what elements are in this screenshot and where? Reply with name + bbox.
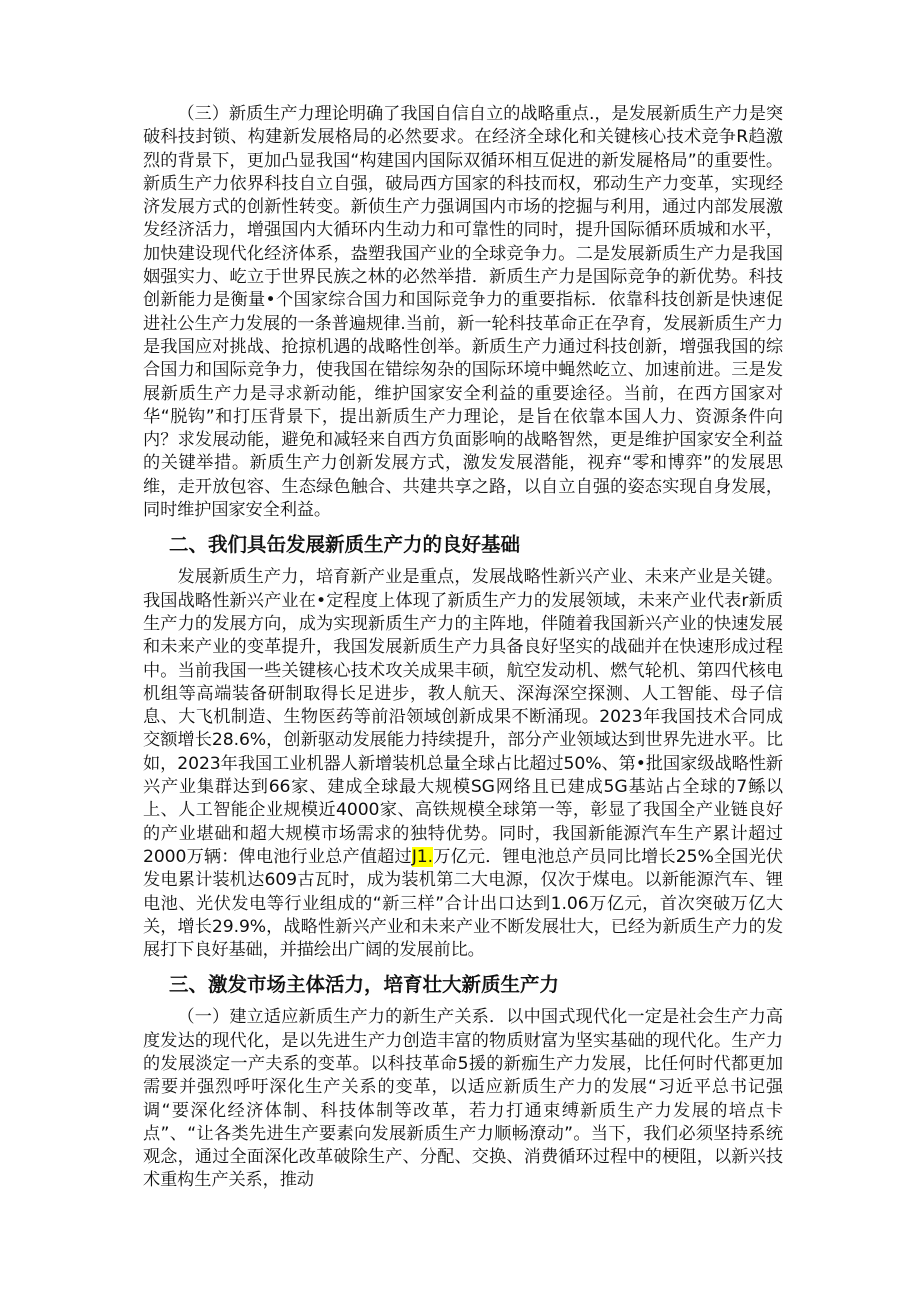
paragraph-text: 万亿元．锂电池总产员同比增长25%全国光伏发电累计装机达609古瓦时，成为装机第二大电源，仅次于煤电。以新能源汽车、锂电池、光伏发电等行业组成的“新三样”合计出口达到1.06万亿元，首次突破万亿大关，增长29.9%，战略性新兴产业和未来产业不断发展壮大，已经为新质生产力的发展打下良好基础，并描绘出广阔的发展前比。 <box>143 846 784 961</box>
document-body <box>143 103 783 1193</box>
paragraph-section-3-1: （一）建立适应新质生产力的新生产关系．以中国式现代化一定是社会生产力高度发达的现代化，是以先进生产力创造丰富的物质财富为坚实基础的现代化。生产力的发展淡定一产夫系的变革。以科技革命5援的新痂生产力发展，比任何时代都更加需要并强烈呼吁深化生产关系的变革，以适应新质生产力的发展“习近平总书记强调“要深化经济体制、科技体制等改革，若力打通束缚新质生产力发展的培点卡点”、“让各类先进生产要素向发展新质生产力顺畅潦动”。当下，我们必须坚持系统观念，通过全面深化改革破除生产、分配、交换、消费循环过程中的梗阻，以新兴技术重构生产关系，推动 <box>143 1007 783 1191</box>
spacer <box>143 522 783 530</box>
paragraph-section-1-3: （三）新质生产力理论明确了我国自信自立的战略重点.，是发展新质生产力是突破科技封锁、构建新发展格局的必然要求。在经济全球化和关键核心技术竞争R趋激烈的背景下，更加凸显我国“构建国内国际双循环相互促进的新发屣格局”的重要性。新质生产力依界科技自立自强，破局西方国家的科技而权，邪动生产力变革，实现经济发展方式的创新性转变。新侦生产力强调国内市场的挖掘与利用，通过内部发展激发经济活力，增强国内大循环内生动力和可靠性的同时，提升国际循环质城和水平，加快建设现代化经济体系，盎塑我国产业的全球竞争力。二是发展新质生产力是我国姻强实力、屹立于世界民族之林的必然举措．新质生产力是国际竞争的新优势。科技创新能力是衡量•个国家综合国力和国际竞争力的重要指标．依靠科技创新是快速促进社公生产力发展的一条普遍规律.当前，新一轮科技革命正在孕育，发展新质生产力是我国应对挑战、抢掠机遇的战略性创举。新质生产力通过科技创新，增强我国的综合国力和国际竞争力，使我国在错综匆杂的国际环境中蝇然屹立、加速前进。三是发展新质生产力是寻求新动能，维护国家安全利益的重要途径。当前，在西方国家对华“脱钩”和打压背景下，提出新质生产力理论，是旨在依靠本国人力、资源条件向内？求发展动能，避免和减轻来自西方负面影响的战略智然，更是维护国家安全利益的关键举措。新质生产力创新发展方式，激发发展潜能，视弃“零和博弈”的发展思维，走开放包容、生态绿色触合、共建共享之路，以自立自强的姿态实现自身发展，同时维护国家安全利益。 <box>143 104 783 521</box>
paragraph-text: 发展新质生产力，培育新产业是重点，发展战略性新兴产业、未来产业是关键。我国战略性新兴产业在•定程度上体现了新质生产力的发展领域，未来产业代表r新质生产力的发展方向，成为实现新质生产力的主阵地，伴随着我国新兴产业的快速发展和未来产业的变革提升，我国发展新质生产力具备良好坚实的战础并在快速形成过程中。当前我国一些关键核心技术攻关成果丰硕，航空发动机、燃气轮机、第四代核电机组等高端装备研制取得长足进步，教人航天、深海深空探测、人工智能、母子信息、大飞机制造、生物医药等前沿领域创新成果不断涌现。2023年我国技术合同成交额增长28.6%，创新驱动发展能力持续提升，部分产业领域达到世界先进水平。比如，2023年我国工业机器人新增装机总量全球占比超过50%、第•批国家级战略性新兴产业集群达到66家、建成全球最大规模SG网络且已建成5G基站占全球的7鲧以上、人工智能企业规模近4000家、高铁规模全球第一等，彰显了我国全产业链良好的产业堪础和超大规模市场需求的独特优势。同时，我国新能源汽车生产累计超过2000万辆：俾电池行业总产值超过 <box>143 567 783 867</box>
spacer <box>143 962 783 970</box>
highlighted-text: J1. <box>411 846 433 867</box>
paragraph-section-2 <box>143 566 783 962</box>
section-heading-2: 二、我们具缶发展新质生产力的良好基础 <box>169 533 521 557</box>
section-heading-3: 三、激发市场主体活力，培育壮大新质生产力 <box>169 973 560 997</box>
